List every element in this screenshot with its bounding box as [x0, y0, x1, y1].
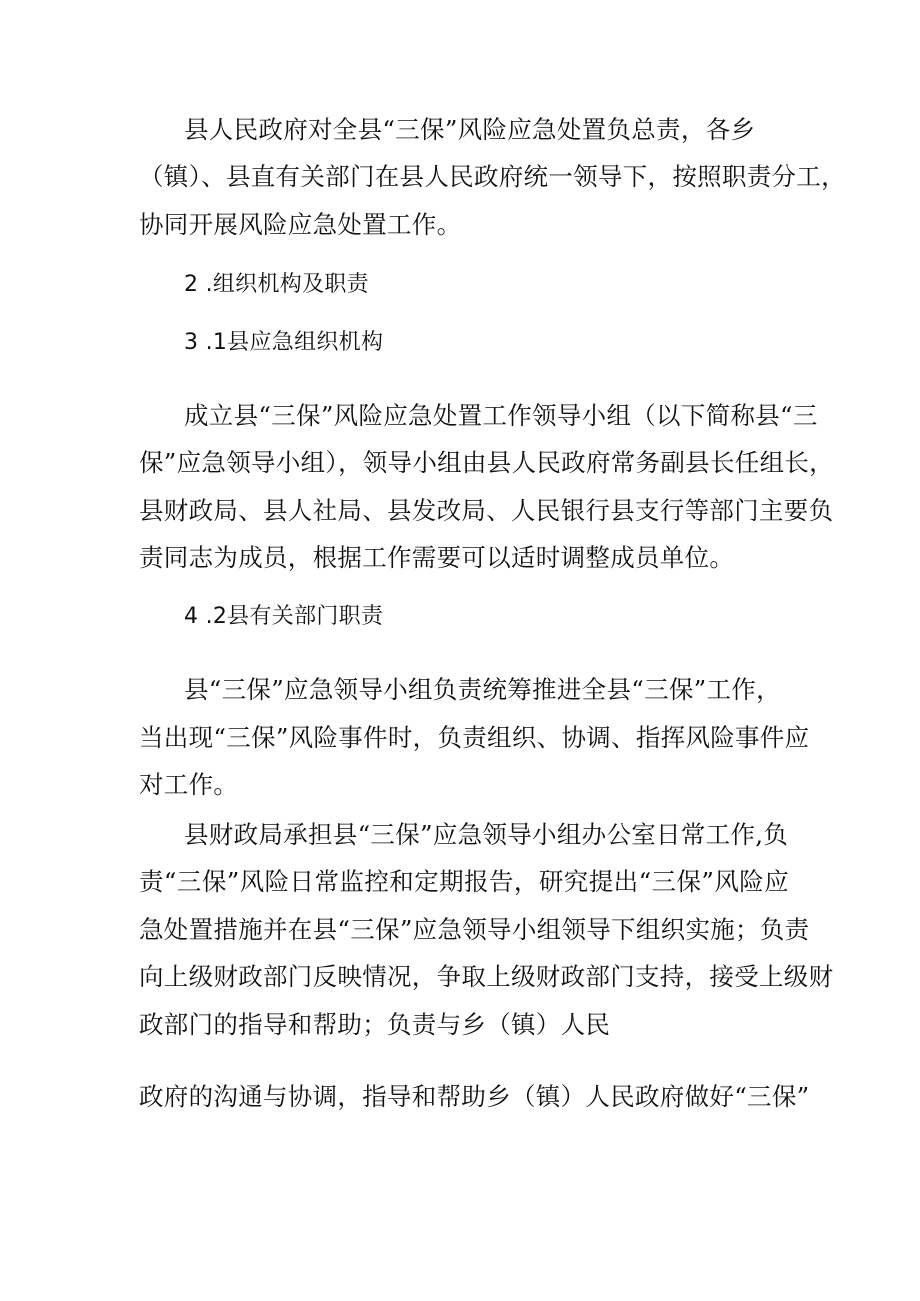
paragraph-1-line-1: 县人民政府对全县“三保”风险应急处置负总责，各乡 — [184, 115, 756, 144]
paragraph-5-line-1: 政府的沟通与协调，指导和帮助乡（镇）人民政府做好“三保” — [139, 1082, 810, 1111]
section-heading-3: 3 .1县应急组织机构 — [184, 330, 384, 355]
paragraph-3-line-2: 当出现“三保”风险事件时，负责组织、协调、指挥风险事件应 — [139, 723, 810, 752]
paragraph-1-line-3: 协同开展风险应急处置工作。 — [139, 210, 462, 239]
paragraph-3-line-1: 县“三保”应急领导小组负责统筹推进全县“三保”工作， — [184, 675, 781, 704]
paragraph-2-line-1: 成立县“三保”风险应急处置工作领导小组（以下简称县“三 — [184, 401, 818, 430]
paragraph-2-line-3: 县财政局、县人社局、县发改局、人民银行县支行等部门主要负 — [139, 496, 834, 525]
paragraph-2-line-4: 责同志为成员，根据工作需要可以适时调整成员单位。 — [139, 543, 735, 572]
paragraph-1-line-2: （镇）、县直有关部门在县人民政府统一领导下，按照职责分工， — [139, 162, 846, 191]
paragraph-4-line-1: 县财政局承担县“三保”应急领导小组办公室日常工作,负 — [184, 820, 789, 849]
paragraph-4-line-4: 向上级财政部门反映情况，争取上级财政部门支持，接受上级财 — [139, 962, 834, 991]
paragraph-2-line-2: 保”应急领导小组），领导小组由县人民政府常务副县长任组长， — [139, 448, 834, 477]
paragraph-4-line-3: 急处置措施并在县“三保”应急领导小组领导下组织实施；负责 — [139, 915, 810, 944]
section-heading-4: 4 .2县有关部门职责 — [184, 604, 384, 629]
paragraph-4-line-2: 责“三保”风险日常监控和定期报告，研究提出“三保”风险应 — [139, 867, 789, 896]
paragraph-4-line-5: 政部门的指导和帮助；负责与乡（镇）人民 — [139, 1010, 611, 1039]
paragraph-3-line-3: 对工作。 — [139, 770, 239, 799]
section-heading-2: 2 .组织机构及职责 — [184, 272, 369, 297]
